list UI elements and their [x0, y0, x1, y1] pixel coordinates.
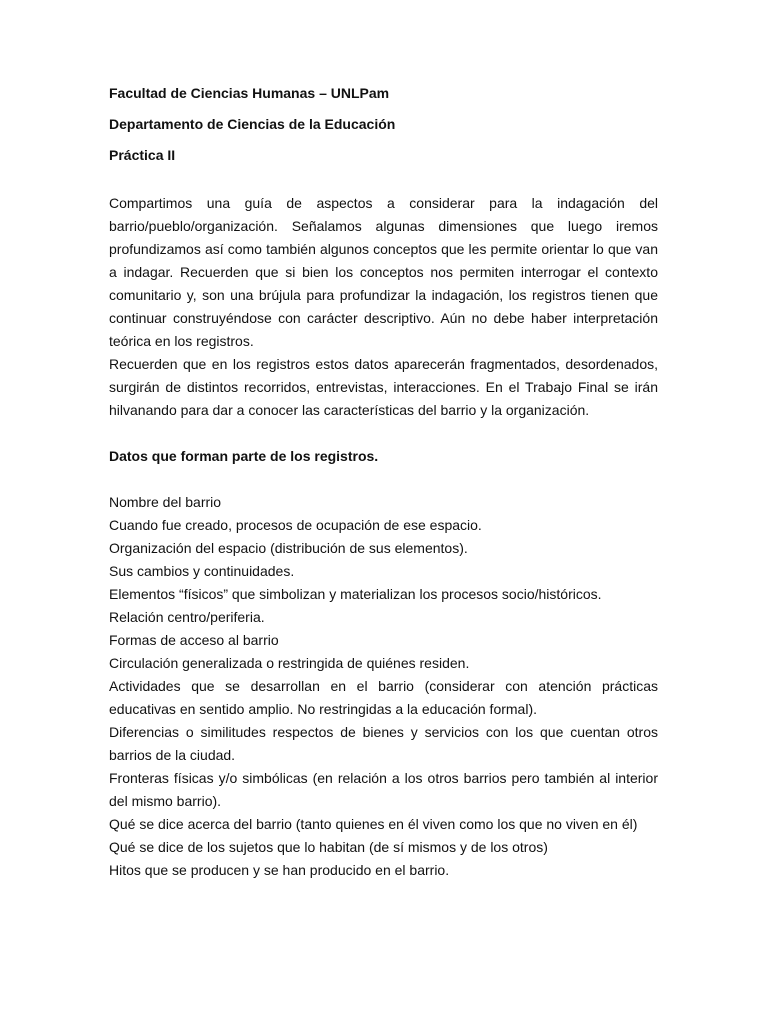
- list-item: Qué se dice de los sujetos que lo habitan (de sí mismos y de los otros): [109, 839, 548, 855]
- course-heading: Práctica II: [109, 147, 176, 163]
- list-item: Qué se dice acerca del barrio (tanto quienes en él viven como los que no viven en él): [109, 816, 638, 832]
- intro-paragraph-1: Compartimos una guía de aspectos a considerar para la indagación del barrio/pueblo/organización. Señalamos algunas dimensiones que luego iremos profundizamos así como también algunos conceptos que les permite orientar lo que van a indagar. Recuerden que si bien los conceptos nos permiten interrogar el contexto comunitario y, son una brújula para profundizar la indagación, los registros tienen que continuar construyéndose con carácter descriptivo. Aún no debe haber interpretación teórica en los registros.: [109, 195, 658, 349]
- list-item: Diferencias o similitudes respectos de bienes y servicios con los que cuentan otros barrios de la ciudad.: [109, 724, 658, 763]
- department-heading: Departamento de Ciencias de la Educación: [109, 116, 396, 132]
- intro-section: [109, 192, 658, 422]
- list-item: Organización del espacio (distribución de sus elementos).: [109, 540, 468, 556]
- list-item: Fronteras físicas y/o simbólicas (en relación a los otros barrios pero también al interior del mismo barrio).: [109, 770, 658, 809]
- list-item: Actividades que se desarrollan en el barrio (considerar con atención prácticas educativas en sentido amplio. No restringidas a la educación formal).: [109, 678, 658, 717]
- section-title: Datos que forman parte de los registros.: [109, 448, 379, 464]
- list-item: Sus cambios y continuidades.: [109, 563, 295, 579]
- document-content: [109, 84, 658, 882]
- list-item: Nombre del barrio: [109, 494, 222, 510]
- list-item: Formas de acceso al barrio: [109, 632, 279, 648]
- list-item: Elementos “físicos” que simbolizan y materializan los procesos socio/históricos.: [109, 586, 602, 602]
- registro-items-list: [109, 491, 658, 882]
- list-item: Hitos que se producen y se han producido en el barrio.: [109, 862, 450, 878]
- list-item: Relación centro/periferia.: [109, 609, 265, 625]
- list-item: Cuando fue creado, procesos de ocupación de ese espacio.: [109, 517, 482, 533]
- intro-paragraph-2: Recuerden que en los registros estos datos aparecerán fragmentados, desordenados, surgirán de distintos recorridos, entrevistas, interacciones. En el Trabajo Final se irán hilvanando para dar a conocer las características del barrio y la organización.: [109, 356, 658, 418]
- list-item: Circulación generalizada o restringida de quiénes residen.: [109, 655, 470, 671]
- institution-heading: Facultad de Ciencias Humanas – UNLPam: [109, 85, 390, 101]
